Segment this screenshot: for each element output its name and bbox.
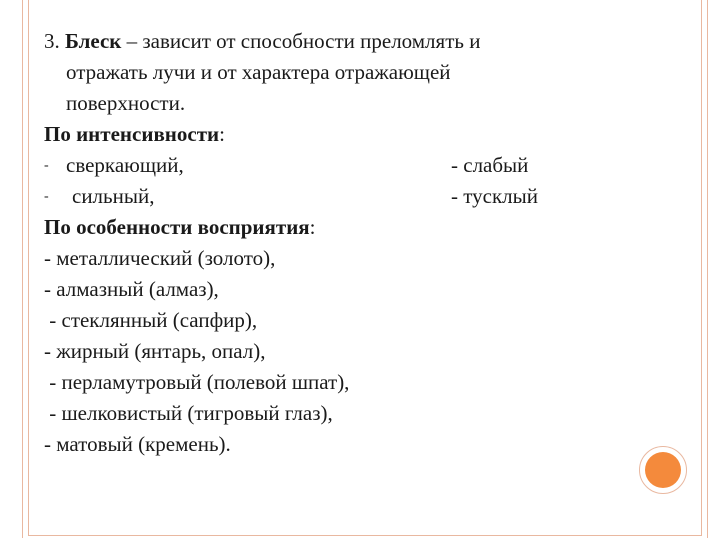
intro-line-1-text: зависит от способности преломлять и — [142, 29, 481, 53]
bullet-dash: - — [44, 189, 49, 204]
intro-dash: – — [126, 29, 138, 53]
intro-number: 3. — [44, 29, 60, 53]
list-item: - стеклянный (сапфир), — [44, 308, 258, 332]
list-item: - алмазный (алмаз), — [44, 277, 219, 301]
list-item: - металлический (золото), — [44, 246, 276, 270]
intensity-row — [44, 150, 644, 181]
intro-line-1 — [44, 26, 644, 57]
list-item: - жирный (янтарь, опал), — [44, 339, 266, 363]
intensity-row — [44, 181, 644, 212]
perception-colon: : — [309, 215, 316, 239]
intensity-colon: : — [219, 122, 225, 146]
intensity-left-item: сверкающий, — [66, 153, 184, 177]
list-item: - шелковистый (тигровый глаз), — [44, 401, 333, 425]
intro-term: Блеск — [65, 29, 122, 53]
slide-content — [44, 26, 644, 460]
intensity-heading: По интенсивности — [44, 122, 220, 146]
decorative-circle-icon — [639, 446, 687, 494]
intro-line-2: отражать лучи и от характера отражающей — [66, 60, 451, 84]
perception-heading-line — [44, 212, 644, 243]
bullet-dash: - — [44, 158, 49, 173]
intro-line-3: поверхности. — [66, 91, 186, 115]
orange-dot-icon — [645, 452, 681, 488]
intensity-right-item: - слабый — [451, 153, 529, 177]
list-item: - перламутровый (полевой шпат), — [44, 370, 350, 394]
intensity-left-item: сильный, — [72, 184, 155, 208]
intensity-heading-line — [44, 119, 644, 150]
intensity-right-item: - тусклый — [451, 184, 538, 208]
list-item: - матовый (кремень). — [44, 432, 231, 456]
perception-heading: По особенности восприятия — [44, 215, 310, 239]
